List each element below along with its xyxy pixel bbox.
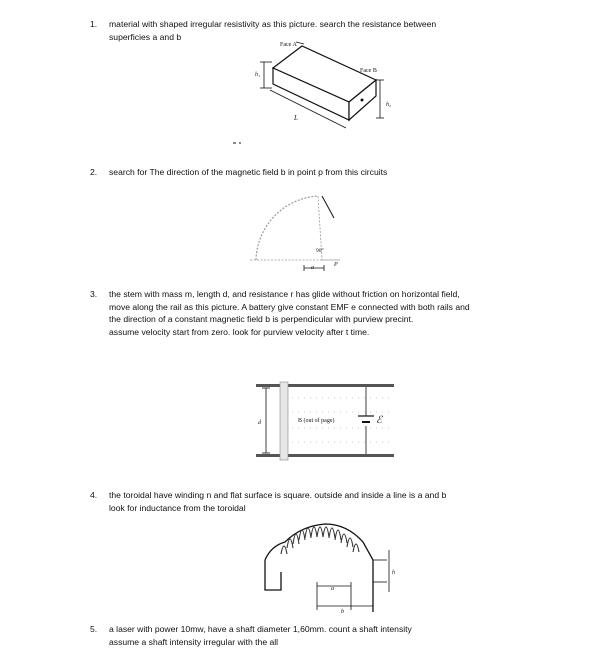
arc-circuit-figure bbox=[250, 188, 360, 278]
question-line: the stem with mass m, length d, and resistance r has glide without friction on horizontal field, bbox=[109, 289, 460, 299]
stray-mark bbox=[232, 140, 244, 146]
toroid-figure bbox=[255, 520, 405, 618]
question-line: assume velocity start from zero. look for purview velocity after t time. bbox=[109, 326, 370, 337]
question-line: look for inductance from the toroidal bbox=[109, 502, 246, 513]
face-a-label: Face A bbox=[280, 42, 297, 48]
question-line: the direction of a constant magnetic field b is perpendicular with purview precint. bbox=[109, 314, 414, 324]
question-line: search for The direction of the magnetic field b in point p from this circuits bbox=[109, 167, 388, 177]
sliding-stem bbox=[280, 382, 288, 460]
question-text bbox=[109, 166, 549, 179]
length-label: L bbox=[294, 114, 298, 122]
question-line: superficies a and b bbox=[109, 31, 182, 42]
question-line: the toroidal have winding n and flat surface is square. outside and inside a line is a and b bbox=[109, 490, 447, 500]
height-1-label: h₁ bbox=[255, 72, 261, 78]
height-label: h bbox=[392, 570, 395, 576]
emf-label: ℰ bbox=[376, 415, 383, 426]
rails-figure bbox=[252, 378, 402, 468]
question-text bbox=[109, 288, 549, 338]
question-line: assume a shaft intensity irregular with the all bbox=[109, 636, 279, 647]
field-b-label: B (out of page) bbox=[298, 418, 335, 424]
resistive-block-figure bbox=[250, 40, 400, 140]
question-line: a laser with power 10mw, have a shaft diameter 1,60mm. count a shaft intensity bbox=[109, 624, 412, 634]
bottom-rail bbox=[256, 454, 394, 457]
distance-a-label: a bbox=[311, 265, 314, 271]
inner-radius-label: a bbox=[331, 586, 334, 592]
question-number: 3. bbox=[90, 289, 98, 299]
angle-label: 90° bbox=[316, 248, 324, 254]
question-text bbox=[109, 489, 549, 514]
top-rail bbox=[256, 384, 394, 387]
question-line: move along the rail as this picture. A battery give constant EMF e connected with both rails and bbox=[109, 301, 470, 312]
contact-dot bbox=[361, 99, 364, 102]
face-b-label: Face B bbox=[360, 68, 377, 74]
question-number: 2. bbox=[90, 167, 98, 177]
question-line: material with shaped irregular resistivity as this picture. search the resistance between bbox=[109, 19, 437, 29]
question-number: 1. bbox=[90, 19, 98, 29]
outer-radius-label: b bbox=[341, 609, 344, 615]
length-d-label: d bbox=[258, 420, 261, 426]
point-p-label: P bbox=[334, 262, 338, 268]
question-number: 5. bbox=[90, 624, 98, 634]
question-text bbox=[109, 623, 549, 648]
height-2-label: h₂ bbox=[386, 102, 392, 108]
question-number: 4. bbox=[90, 490, 98, 500]
